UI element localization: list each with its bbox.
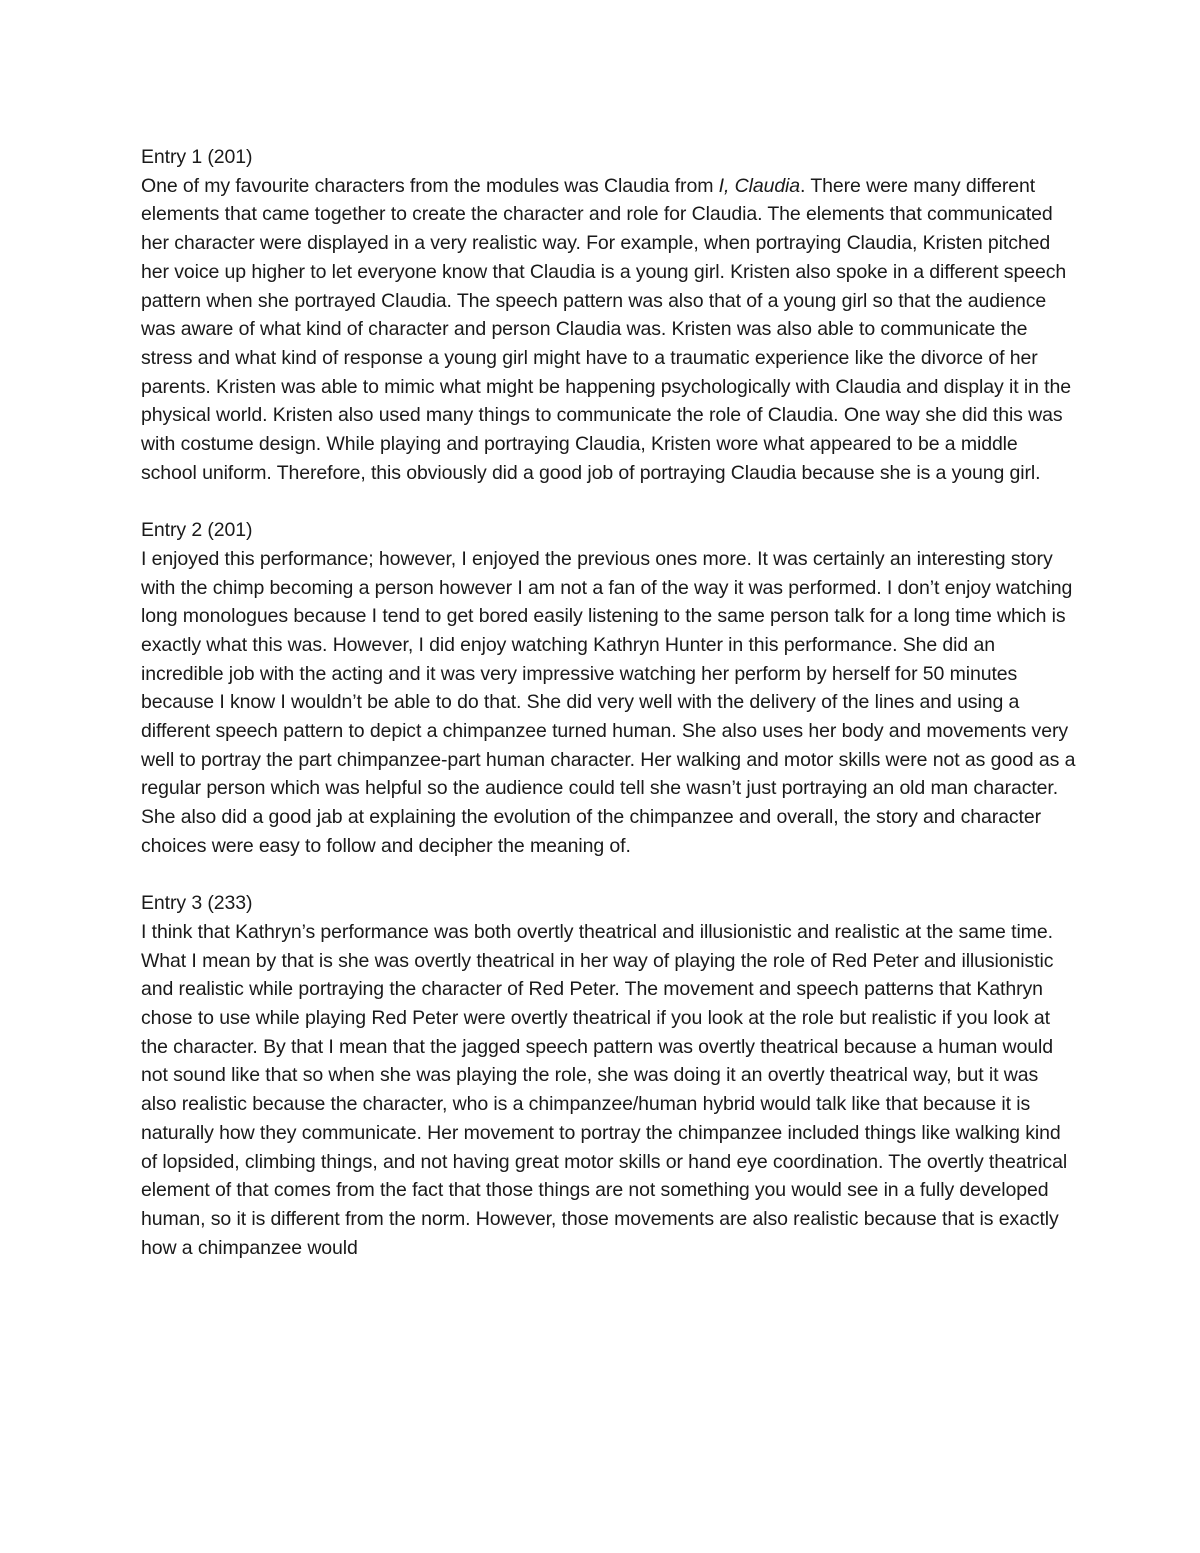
entry-3: [141, 889, 1076, 1262]
entry-paragraph: I enjoyed this performance; however, I enjoyed the previous ones more. It was certainly an interesting story with the chimp becoming a person however I am not a fan of the way it was performed. I don’t enjoy watching long monologues because I tend to get bored easily listening to the same person talk for a long time which is exactly what this was. However, I did enjoy watching Kathryn Hunter in this performance. She did an incredible job with the acting and it was very impressive watching her perform by herself for 50 minutes because I know I wouldn’t be able to do that. She did very well with the delivery of the lines and using a different speech pattern to depict a chimpanzee turned human. She also uses her body and movements very well to portray the part chimpanzee-part human character. Her walking and motor skills were not as good as a regular person which was helpful so the audience could tell she wasn’t just portraying an old man character. She also did a good jab at explaining the evolution of the chimpanzee and overall, the story and character choices were easy to follow and decipher the meaning of.: [141, 547, 1076, 857]
entry-heading: Entry 2 (201): [141, 519, 253, 542]
entry-paragraph: I think that Kathryn’s performance was both overtly theatrical and illusionistic and realistic at the same time. What I mean by that is she was overtly theatrical in her way of playing the role of Red Peter and illusionistic and realistic while portraying the character of Red Peter. The movement and speech patterns that Kathryn chose to use while playing Red Peter were overtly theatrical if you look at the role but realistic if you look at the character. By that I mean that the jagged speech pattern was overtly theatrical because a human would not sound like that so when she was playing the role, she was doing it an overtly theatrical way, but it was also realistic because the character, who is a chimpanzee/human hybrid would talk like that because it is naturally how they communicate. Her movement to portray the chimpanzee included things like walking kind of lopsided, climbing things, and not having great motor skills or hand eye coordination. The overtly theatrical element of that comes from the fact that those things are not something you would see in a fully developed human, so it is different from the norm. However, those movements are also realistic because that is exactly how a chimpanzee would: [141, 920, 1068, 1259]
work-title: I, Claudia: [718, 174, 801, 197]
entry-paragraph: [141, 172, 1076, 488]
entry-text: One of my favourite characters from the modules was Claudia from: [141, 174, 719, 197]
document-body: [141, 143, 1076, 1291]
entry-heading: Entry 1 (201): [141, 146, 253, 168]
entry-2: [141, 516, 1076, 860]
entry-heading: Entry 3 (233): [141, 892, 253, 915]
entry-text: . There were many different elements that came together to create the character and role for Claudia. The elements that communicated her character were displayed in a very realistic way. For example, when portraying Claudia, Kristen pitched her voice up higher to let everyone know that Claudia is a young girl. Kristen also spoke in a different speech pattern when she portrayed Claudia. The speech pattern was also that of a young girl so that the audience was aware of what kind of character and person Claudia was. Kristen was also able to communicate the stress and what kind of response a young girl might have to a traumatic experience like the divorce of her parents. Kristen was able to mimic what might be happening psychologically with Claudia and display it in the physical world. Kristen also used many things to communicate the role of Claudia. One way she did this was with costume design. While playing and portraying Claudia, Kristen wore what appeared to be a middle school uniform. Therefore, this obviously did a good job of portraying Claudia because she is a young girl.: [141, 174, 1071, 484]
entry-1: [141, 143, 1076, 487]
